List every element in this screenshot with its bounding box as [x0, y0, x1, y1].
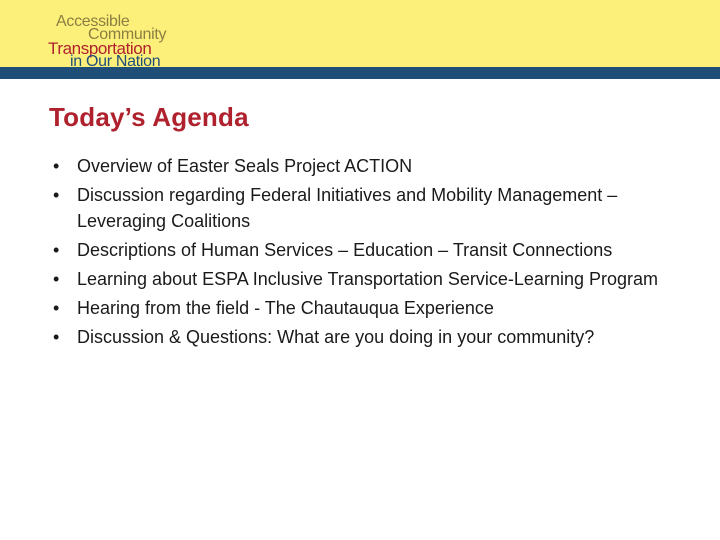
slide-title: Today’s Agenda [49, 102, 249, 132]
agenda-item [48, 153, 668, 179]
bullet-icon: • [53, 156, 60, 176]
agenda-item-text: Discussion regarding Federal Initiatives and Mobility Management – Leveraging Coalitions [77, 185, 618, 231]
agenda-item [48, 266, 668, 292]
agenda-item-text: Hearing from the field - The Chautauqua Experience [77, 298, 494, 318]
agenda-item-text: Discussion & Questions: What are you doing in your community? [77, 327, 595, 347]
agenda-item-text: Learning about ESPA Inclusive Transportation Service-Learning Program [77, 269, 658, 289]
bullet-icon: • [53, 240, 60, 260]
agenda-item [48, 237, 668, 263]
logo-line-community: Community [88, 26, 167, 43]
logo-line-accessible: Accessible [56, 13, 130, 30]
logo-line-transportation: Transportation [48, 39, 152, 58]
agenda-item-text: Overview of Easter Seals Project ACTION [77, 156, 413, 176]
actn-logo [48, 10, 188, 68]
bullet-icon: • [53, 185, 60, 205]
agenda-item [48, 182, 668, 234]
bullet-icon: • [53, 298, 60, 318]
agenda-item-text: Descriptions of Human Services – Education – Transit Connections [77, 240, 613, 260]
bullet-icon: • [53, 327, 60, 347]
agenda-item [48, 324, 668, 350]
bullet-icon: • [53, 269, 60, 289]
agenda-list [48, 153, 668, 353]
agenda-item [48, 295, 668, 321]
logo-line-nation: in Our Nation [70, 53, 161, 70]
